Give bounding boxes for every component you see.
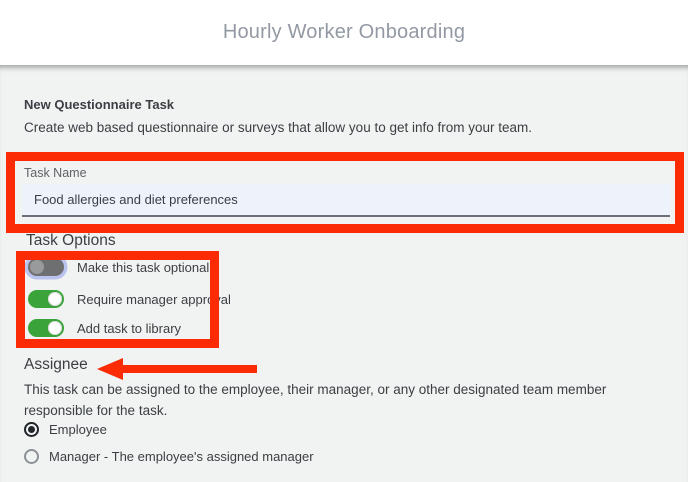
radio-unselected-icon[interactable]: [24, 449, 39, 464]
task-name-input[interactable]: [22, 184, 670, 217]
radio-label: Employee: [49, 422, 107, 437]
section-description: Create web based questionnaire or surveys that allow you to get info from your team.: [24, 120, 533, 135]
toggle-label: Require manager approval: [77, 291, 231, 307]
app-header: [0, 0, 688, 65]
toggle-switch-off-icon[interactable]: [28, 258, 64, 276]
toggle-knob: [48, 321, 62, 335]
assignee-description: This task can be assigned to the employee, their manager, or any other designated team member responsible for the task.: [24, 382, 607, 418]
toggle-row-require-manager-approval[interactable]: [28, 290, 231, 308]
radio-selected-icon[interactable]: [24, 422, 39, 437]
task-name-label: Task Name: [24, 166, 87, 180]
page-title: Hourly Worker Onboarding: [222, 21, 466, 43]
toggle-label: Add task to library: [77, 320, 182, 336]
radio-option-manager[interactable]: [24, 449, 314, 464]
radio-label: Manager - The employee's assigned manager: [49, 449, 314, 464]
toggle-switch-on-icon[interactable]: [28, 319, 64, 337]
toggle-row-add-task-to-library[interactable]: [28, 319, 181, 337]
toggle-label: Make this task optional: [77, 259, 210, 275]
toggle-knob: [48, 292, 62, 306]
toggle-knob: [30, 260, 44, 274]
form-panel: [0, 65, 688, 482]
radio-option-employee[interactable]: [24, 422, 107, 437]
toggle-row-make-task-optional[interactable]: [28, 258, 209, 276]
assignee-heading: Assignee: [24, 356, 88, 373]
task-options-heading: Task Options: [26, 232, 116, 249]
section-heading: New Questionnaire Task: [24, 97, 175, 112]
toggle-switch-on-icon[interactable]: [28, 290, 64, 308]
